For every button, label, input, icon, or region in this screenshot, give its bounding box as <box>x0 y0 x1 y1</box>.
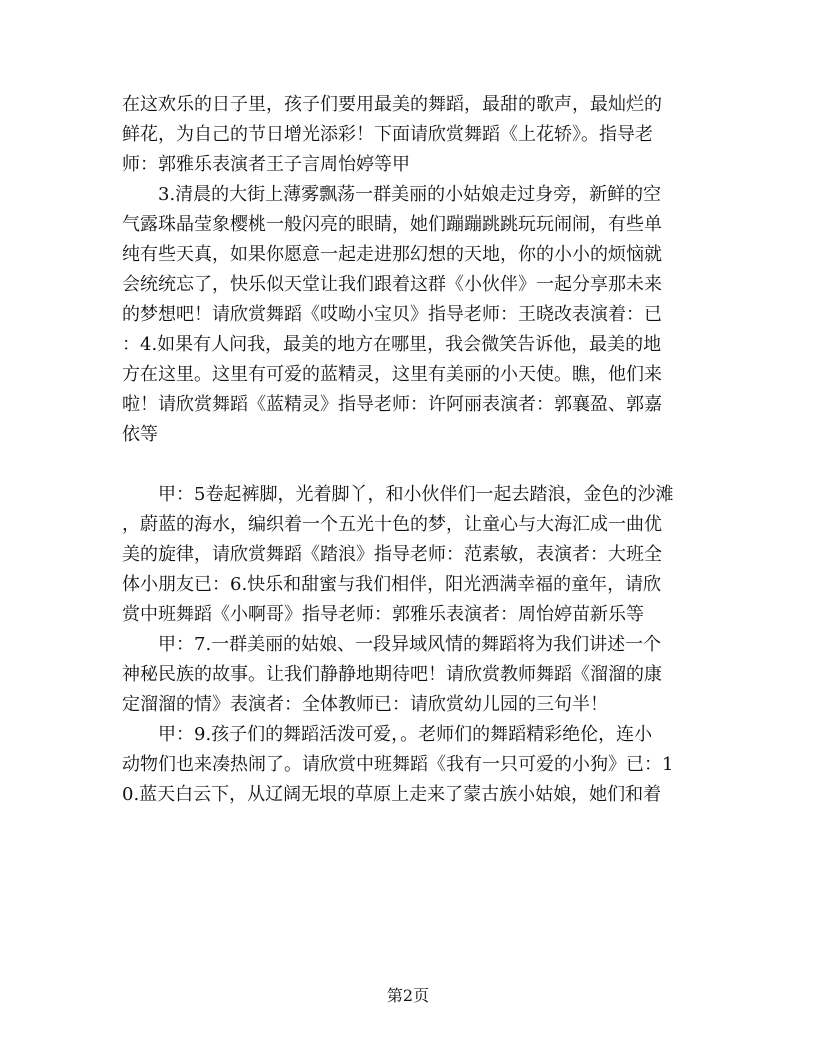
text-line: 在这欢乐的日子里，孩子们要用最美的舞蹈，最甜的歌声，最灿烂的 <box>122 94 662 115</box>
text-line: ：4.如果有人问我，最美的地方在哪里，我会微笑告诉他，最美的地 <box>122 334 662 355</box>
text-line: 师：郭雅乐表演者王子言周怡婷等甲 <box>122 154 410 175</box>
text-line: 的梦想吧！请欣赏舞蹈《哎呦小宝贝》指导老师：王晓改表演着：已 <box>122 304 662 325</box>
paragraph-2 <box>122 180 694 450</box>
paragraph-5 <box>122 720 694 810</box>
document-body <box>122 90 694 810</box>
text-line: 啦！请欣赏舞蹈《蓝精灵》指导老师：许阿丽表演者：郭襄盈、郭嘉 <box>122 394 662 415</box>
text-line: 0.蓝天白云下，从辽阔无垠的草原上走来了蒙古族小姑娘，她们和着 <box>122 784 662 805</box>
paragraph-4 <box>122 630 694 720</box>
text-line: 甲：7.一群美丽的姑娘、一段异域风情的舞蹈将为我们讲述一个 <box>158 634 662 655</box>
text-line: 鲜花，为自己的节日增光添彩！下面请欣赏舞蹈《上花轿》。指导老 <box>122 124 653 145</box>
text-line: 甲：5卷起裤脚，光着脚丫，和小伙伴们一起去踏浪，金色的沙滩 <box>158 484 674 505</box>
text-line: 3.清晨的大街上薄雾飘荡一群美丽的小姑娘走过身旁，新鲜的空 <box>158 184 662 205</box>
text-line: 定溜溜的情》表演者：全体教师已：请欣赏幼儿园的三句半！ <box>122 694 608 715</box>
text-line: 神秘民族的故事。让我们静静地期待吧！请欣赏教师舞蹈《溜溜的康 <box>122 664 662 685</box>
text-line: 依等 <box>122 424 158 445</box>
paragraph-spacer <box>122 450 694 480</box>
text-line: 美的旋律，请欣赏舞蹈《踏浪》指导老师：范素敏，表演者：大班全 <box>122 544 662 565</box>
text-line: 体小朋友已：6.快乐和甜蜜与我们相伴，阳光洒满幸福的童年，请欣 <box>122 574 662 595</box>
text-line: 甲：9.孩子们的舞蹈活泼可爱，。老师们的舞蹈精彩绝伦，连小 <box>158 724 653 745</box>
page-number: 第2页 <box>386 986 430 1005</box>
text-line: ，蔚蓝的海水，编织着一个五光十色的梦，让童心与大海汇成一曲优 <box>122 514 662 535</box>
text-line: 气露珠晶莹象樱桃一般闪亮的眼睛，她们蹦蹦跳跳玩玩闹闹，有些单 <box>122 214 662 235</box>
text-line: 动物们也来凑热闹了。请欣赏中班舞蹈《我有一只可爱的小狗》已：1 <box>122 754 674 775</box>
paragraph-3 <box>122 480 694 630</box>
text-line: 纯有些天真，如果你愿意一起走进那幻想的天地，你的小小的烦恼就 <box>122 244 662 265</box>
text-line: 方在这里。这里有可爱的蓝精灵，这里有美丽的小天使。瞧，他们来 <box>122 364 662 385</box>
paragraph-1 <box>122 90 694 180</box>
text-line: 赏中班舞蹈《小啊哥》指导老师：郭雅乐表演者：周怡婷苗新乐等 <box>122 604 644 625</box>
text-line: 会统统忘了，快乐似天堂让我们跟着这群《小伙伴》一起分享那未来 <box>122 274 662 295</box>
